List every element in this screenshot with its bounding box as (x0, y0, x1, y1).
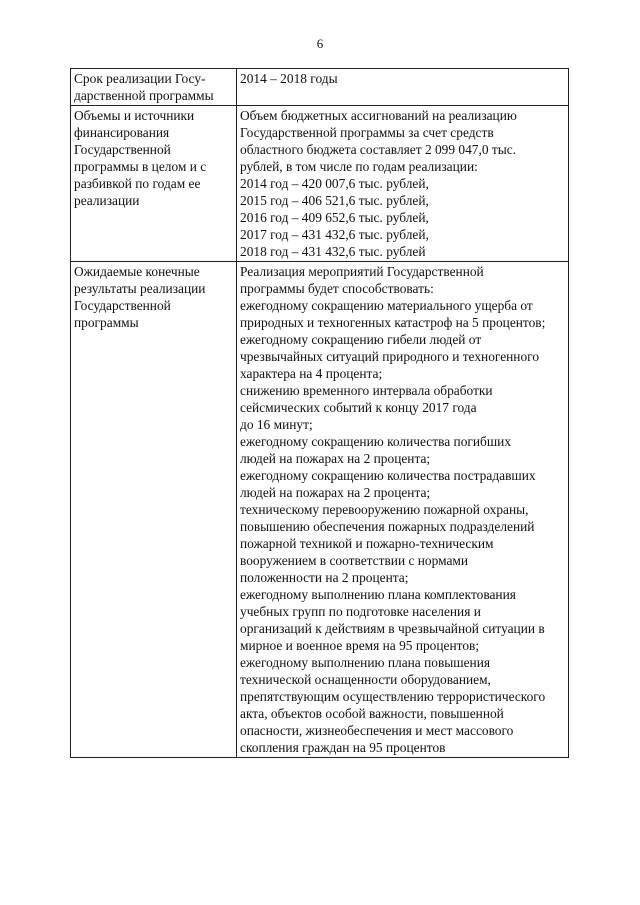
row-label-line: программы (74, 315, 139, 330)
table-body (71, 69, 569, 758)
row-value-line: Объем бюджетных ассигнований на реализацию (240, 108, 517, 123)
row-value-line: Реализация мероприятий Государственной (240, 264, 484, 279)
row-value-line: снижению временного интервала обработки (240, 383, 493, 398)
row-label-line: результаты реализации (74, 281, 206, 296)
row-value-line: 2016 год – 409 652,6 тыс. рублей, (240, 210, 429, 225)
row-value-line: учебных групп по подготовке населения и (240, 604, 481, 619)
row-value-line: 2017 год – 431 432,6 тыс. рублей, (240, 227, 429, 242)
table-row (71, 69, 569, 106)
row-label-line: Государственной (74, 298, 171, 313)
row-value-line: ежегодному выполнению плана комплектования (240, 587, 516, 602)
row-value-line: техническому перевооружению пожарной охраны, (240, 502, 529, 517)
row-value-line: 2014 – 2018 годы (240, 71, 338, 86)
row-value-line: ежегодному сокращению количества пострадавших (240, 468, 536, 483)
row-value-line: природных и техногенных катастроф на 5 процентов; (240, 315, 546, 330)
row-label-line: реализации (74, 193, 140, 208)
row-label-line: дарственной программы (74, 88, 214, 103)
program-passport-table (70, 68, 569, 758)
row-value-line: людей на пожарах на 2 процента; (240, 485, 431, 500)
table-row (71, 262, 569, 758)
table-row (71, 106, 569, 262)
row-label-cell (71, 262, 237, 758)
row-value-line: препятствующим осуществлению террористического (240, 689, 546, 704)
row-value-line: скопления граждан на 95 процентов (240, 740, 446, 755)
row-value-cell (237, 69, 569, 106)
row-value-line: акта, объектов особой важности, повышенной (240, 706, 504, 721)
row-value-line: до 16 минут; (240, 417, 313, 432)
row-label-line: разбивкой по годам ее (74, 176, 201, 191)
page-number: 6 (316, 36, 324, 51)
row-value-line: пожарной техникой и пожарно-техническим (240, 536, 494, 551)
row-value-line: сейсмических событий к концу 2017 года (240, 400, 477, 415)
row-value-line: мирное и военное время на 95 процентов; (240, 638, 480, 653)
row-value-line: ежегодному выполнению плана повышения (240, 655, 491, 670)
row-value-line: людей на пожарах на 2 процента; (240, 451, 431, 466)
row-label-line: программы в целом и с (74, 159, 207, 174)
row-value-line: ежегодному сокращению материального ущерба от (240, 298, 533, 313)
row-value-line: программы будет способствовать: (240, 281, 434, 296)
row-value-line: вооружением в соответствии с нормами (240, 553, 469, 568)
row-label-cell (71, 106, 237, 262)
row-label-line: Государственной (74, 142, 171, 157)
row-value-line: Государственной программы за счет средств (240, 125, 494, 140)
row-value-line: организаций к действиям в чрезвычайной ситуации в (240, 621, 545, 636)
row-label-line: Объемы и источники (74, 108, 195, 123)
row-value-line: повышению обеспечения пожарных подразделений (240, 519, 535, 534)
row-label-line: Ожидаемые конечные (74, 264, 200, 279)
row-value-line: характера на 4 процента; (240, 366, 383, 381)
row-value-line: положенности на 2 процента; (240, 570, 409, 585)
row-value-cell (237, 106, 569, 262)
row-value-line: 2018 год – 431 432,6 тыс. рублей (240, 244, 426, 259)
row-label-cell (71, 69, 237, 106)
row-value-line: 2015 год – 406 521,6 тыс. рублей, (240, 193, 429, 208)
row-value-cell (237, 262, 569, 758)
row-label-line: финансирования (74, 125, 170, 140)
row-value-line: опасности, жизнеобеспечения и мест массового (240, 723, 514, 738)
row-value-line: 2014 год – 420 007,6 тыс. рублей, (240, 176, 429, 191)
row-label-line: Срок реализации Госу- (74, 71, 206, 86)
row-value-line: технической оснащенности оборудованием, (240, 672, 491, 687)
row-value-line: ежегодному сокращению гибели людей от (240, 332, 482, 347)
row-value-line: рублей, в том числе по годам реализации: (240, 159, 478, 174)
row-value-line: чрезвычайных ситуаций природного и техногенного (240, 349, 540, 364)
row-value-line: ежегодному сокращению количества погибших (240, 434, 512, 449)
row-value-line: областного бюджета составляет 2 099 047,0 тыс. (240, 142, 517, 157)
